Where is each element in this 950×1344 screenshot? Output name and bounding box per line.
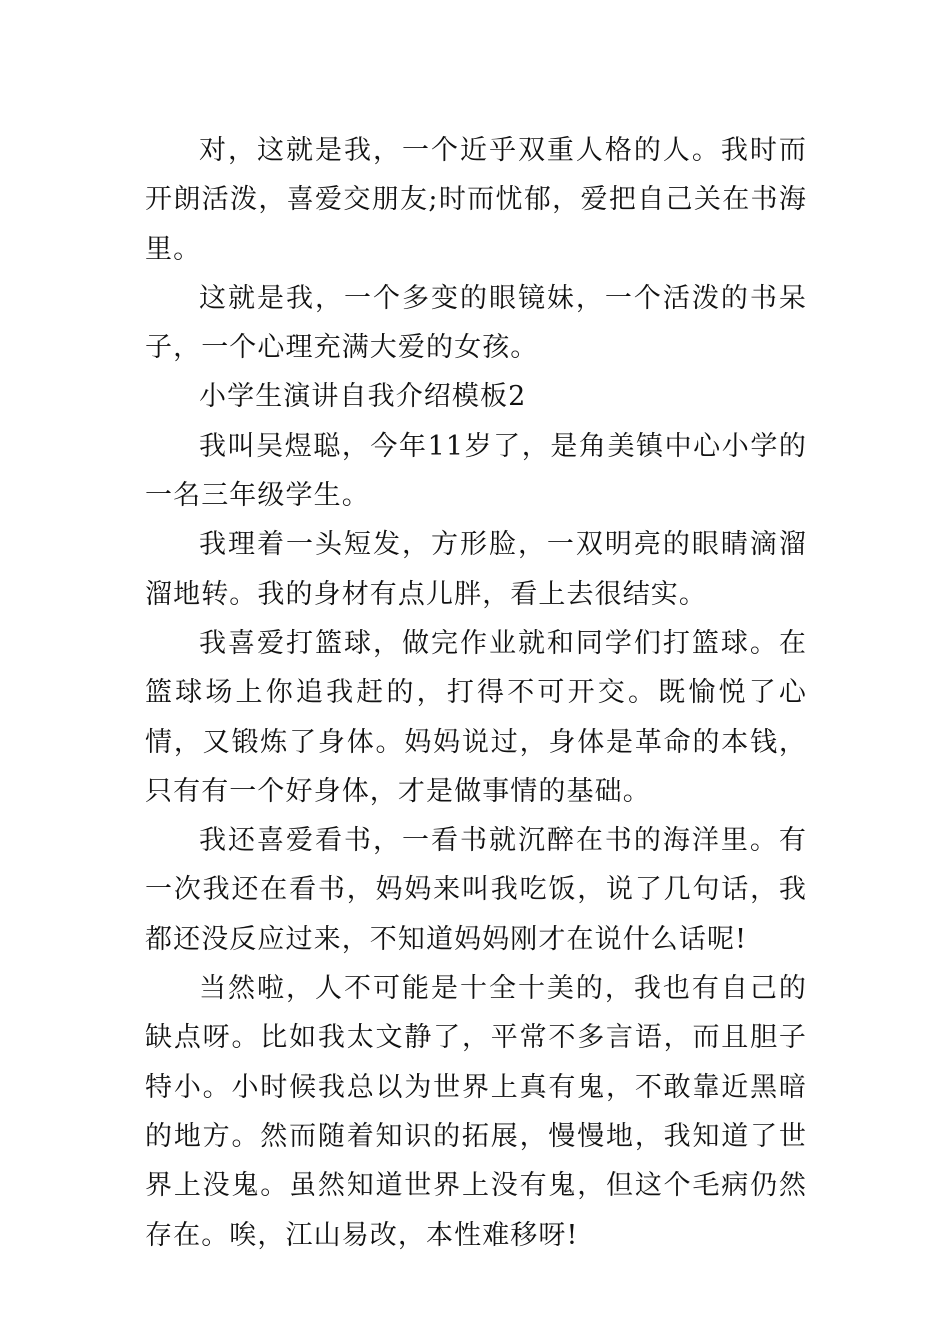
paragraph-3: 我叫吴煜聪，今年11岁了，是角美镇中心小学的一名三年级学生。 xyxy=(145,430,807,512)
paragraph-7: 当然啦，人不可能是十全十美的，我也有自己的缺点呀。比如我太文静了，平常不多言语，而且胆子特小。小时候我总以为世界上真有鬼，不敢靠近黑暗的地方。然而随着知识的拓展，慢慢地，我知道了世界上没鬼。虽然知道世界上没有鬼，但这个毛病仍然存在。唉，江山易改，本性难移呀! xyxy=(145,973,807,1251)
paragraph-5: 我喜爱打篮球，做完作业就和同学们打篮球。在篮球场上你追我赶的，打得不可开交。既愉悦了心情，又锻炼了身体。妈妈说过，身体是革命的本钱，只有有一个好身体，才是做事情的基础。 xyxy=(145,627,807,807)
document-body xyxy=(145,126,807,1260)
section-heading: 小学生演讲自我介绍模板2 xyxy=(199,381,527,413)
paragraph-6: 我还喜爱看书，一看书就沉醉在书的海洋里。有一次我还在看书，妈妈来叫我吃饭，说了几句话，我都还没反应过来，不知道妈妈刚才在说什么话呢! xyxy=(145,825,807,955)
paragraph-4: 我理着一头短发，方形脸，一双明亮的眼睛滴溜溜地转。我的身材有点儿胖，看上去很结实。 xyxy=(145,529,807,610)
paragraph-2: 这就是我，一个多变的眼镜妹，一个活泼的书呆子，一个心理充满大爱的女孩。 xyxy=(145,282,807,364)
paragraph-1: 对，这就是我，一个近乎双重人格的人。我时而开朗活泼，喜爱交朋友;时而忧郁，爱把自己关在书海里。 xyxy=(145,135,807,265)
